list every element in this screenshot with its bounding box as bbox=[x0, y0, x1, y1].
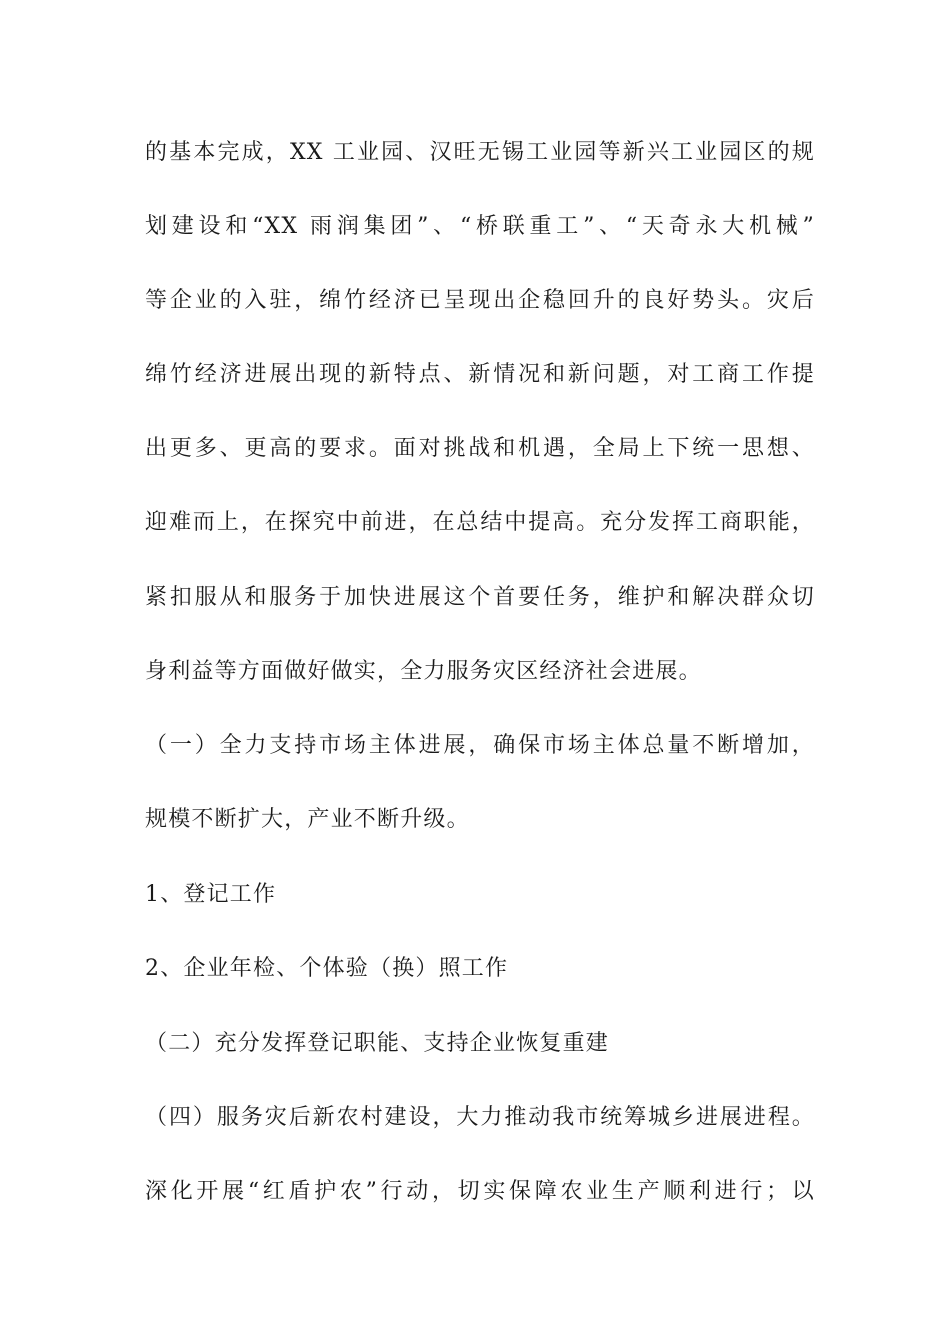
section-heading: （一）全力支持市场主体进展，确保市场主体总量不断增加， bbox=[145, 733, 815, 758]
paragraph-line: 绵竹经济进展出现的新特点、新情况和新问题，对工商工作提 bbox=[145, 362, 815, 387]
paragraph-line: 身利益等方面做好做实，全力服务灾区经济社会进展。 bbox=[145, 659, 702, 684]
list-item: 1、登记工作 bbox=[145, 882, 277, 907]
paragraph-line: 划建设和“XX 雨润集团”、“桥联重工”、“天奇永大机械” bbox=[145, 214, 815, 239]
paragraph-line: 深化开展“红盾护农”行动，切实保障农业生产顺利进行；以 bbox=[145, 1179, 815, 1204]
paragraph-line: 迎难而上，在探究中前进，在总结中提高。充分发挥工商职能， bbox=[145, 510, 815, 535]
list-item: 2、企业年检、个体验（换）照工作 bbox=[145, 956, 509, 981]
section-heading: （二）充分发挥登记职能、支持企业恢复重建 bbox=[145, 1031, 610, 1056]
paragraph-line: 出更多、更高的要求。面对挑战和机遇，全局上下统一思想、 bbox=[145, 436, 815, 461]
paragraph-line: 的基本完成，XX 工业园、汉旺无锡工业园等新兴工业园区的规 bbox=[145, 140, 815, 165]
paragraph-line: 紧扣服从和服务于加快进展这个首要任务，维护和解决群众切 bbox=[145, 585, 815, 610]
section-heading: （四）服务灾后新农村建设，大力推动我市统筹城乡进展进程。 bbox=[145, 1105, 815, 1130]
section-heading-continued: 规模不断扩大，产业不断升级。 bbox=[145, 807, 470, 832]
paragraph-line: 等企业的入驻，绵竹经济已呈现出企稳回升的良好势头。灾后 bbox=[145, 288, 815, 313]
